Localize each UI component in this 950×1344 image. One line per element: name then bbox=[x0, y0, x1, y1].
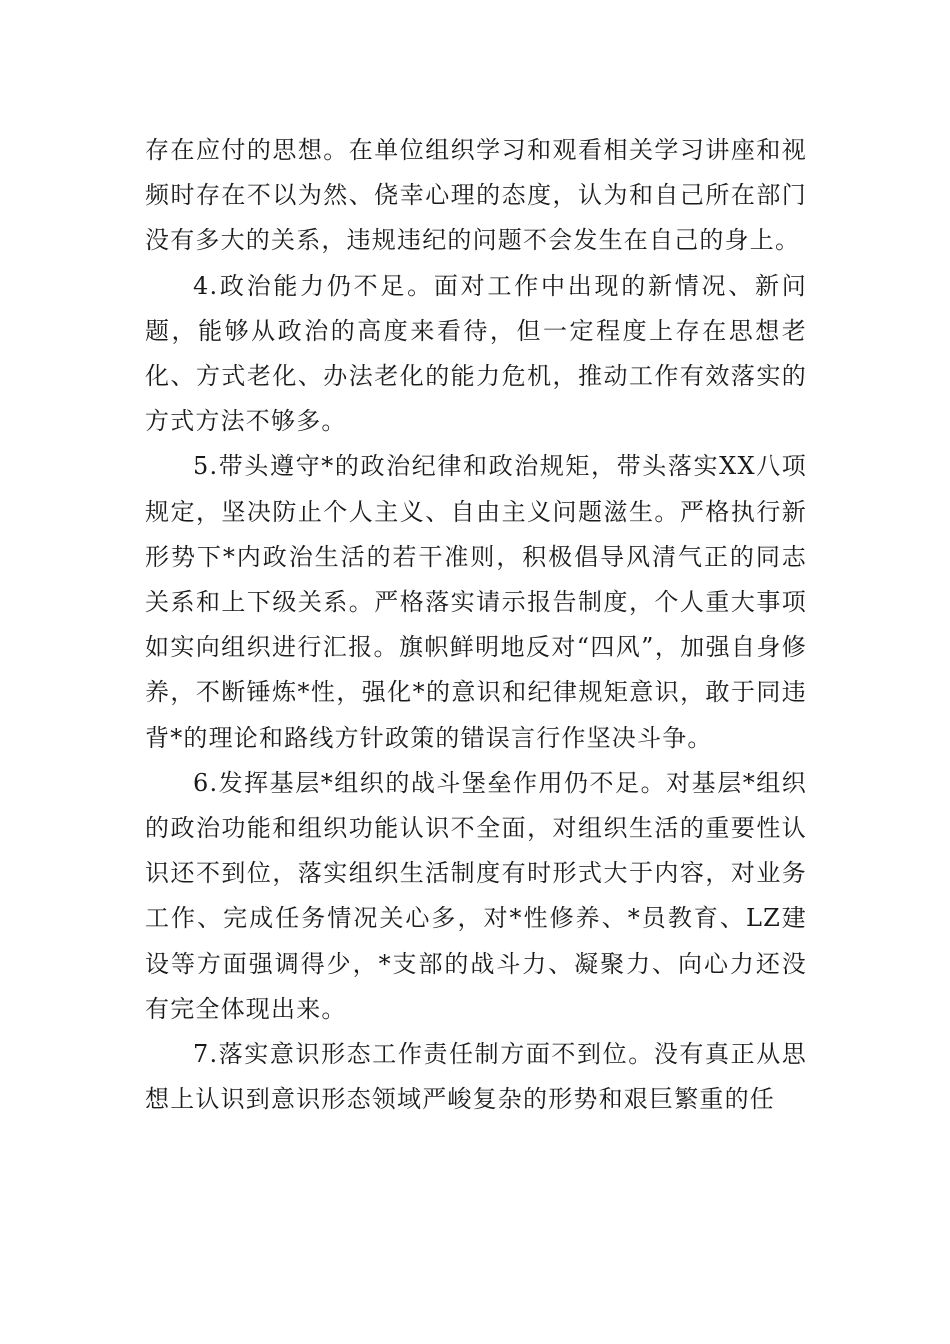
document-body bbox=[145, 128, 807, 1122]
paragraph-item-4: 4.政治能力仍不足。面对工作中出现的新情况、新问题，能够从政治的高度来看待，但一定程度上存在思想老化、方式老化、办法老化的能力危机，推动工作有效落实的方式方法不够多。 bbox=[145, 271, 807, 436]
paragraph-item-6: 6.发挥基层*组织的战斗堡垒作用仍不足。对基层*组织的政治功能和组织功能认识不全面，对组织生活的重要性认识还不到位，落实组织生活制度有时形式大于内容，对业务工作、完成任务情况关心多，对*性修养、*员教育、LZ建设等方面强调得少，*支部的战斗力、凝聚力、向心力还没有完全体现出来。 bbox=[145, 768, 807, 1023]
paragraph-item-7: 7.落实意识形态工作责任制方面不到位。没有真正从思想上认识到意识形态领域严峻复杂的形势和艰巨繁重的任 bbox=[145, 1040, 807, 1114]
paragraph-item-5: 5.带头遵守*的政治纪律和政治规矩，带头落实XX八项规定，坚决防止个人主义、自由主义问题滋生。严格执行新形势下*内政治生活的若干准则，积极倡导风清气正的同志关系和上下级关系。严格落实请示报告制度，个人重大事项如实向组织进行汇报。旗帜鲜明地反对“四风”，加强自身修养，不断锤炼*性，强化*的意识和纪律规矩意识，敢于同违背*的理论和路线方针政策的错误言行作坚决斗争。 bbox=[145, 452, 807, 752]
paragraph-continuation: 存在应付的思想。在单位组织学习和观看相关学习讲座和视频时存在不以为然、侥幸心理的态度，认为和自己所在部门没有多大的关系，违规违纪的问题不会发生在自己的身上。 bbox=[145, 136, 807, 255]
